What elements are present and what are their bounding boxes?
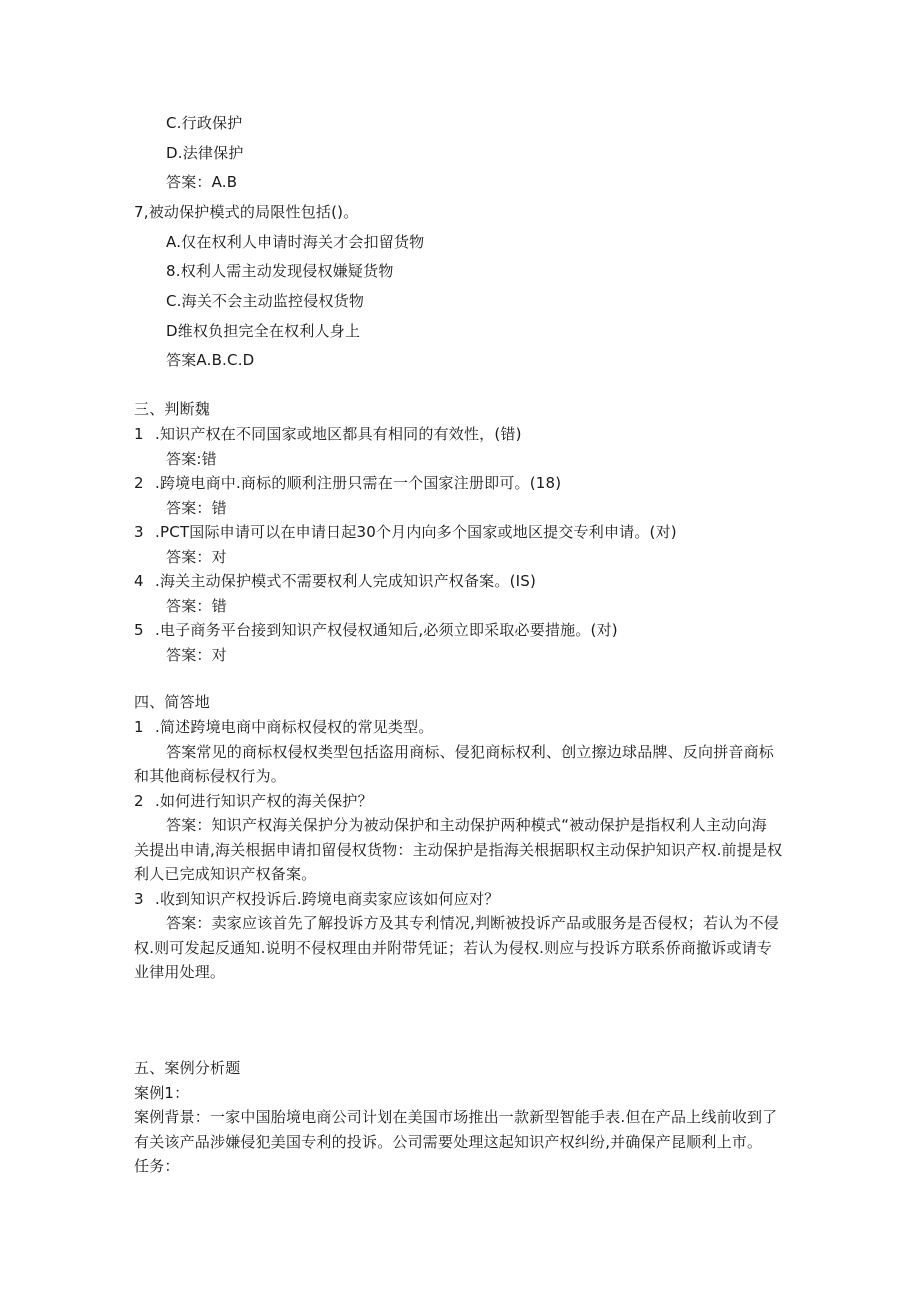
section4-heading: 四、简答地	[134, 693, 211, 711]
q7-option-b: 8.权利人需主动发现侵权嫌疑货物	[166, 262, 394, 280]
q6-option-d: D.法律保护	[166, 144, 244, 162]
short-1-question: .简述跨境电商中商标权侵权的常见类型。	[155, 718, 434, 736]
short-2-answer-line-3: 利人已完成知识产权备案。	[134, 865, 317, 883]
q7-option-c: C.海关不会主动监控侵权货物	[166, 292, 365, 310]
judge-1-answer: 答案:错	[166, 450, 217, 468]
judge-4-number: 4	[134, 572, 144, 590]
short-3-number: 3	[134, 890, 144, 908]
judge-5-text: .电子商务平台接到知识产权侵权通知后,必须立即采取必要措施。(对)	[155, 621, 618, 639]
short-2-number: 2	[134, 792, 144, 810]
judge-5-number: 5	[134, 621, 144, 639]
q7-option-a: A.仅在权利人申请时海关才会扣留货物	[166, 233, 425, 251]
q7-option-d: D维权负担完全在权利人身上	[166, 322, 361, 340]
q7-answer: 答案A.B.C.D	[166, 351, 255, 369]
case-background-line-2: 有关该产品涉嫌侵犯美国专利的投诉。公司需要处理这起知识产权纠纷,并确保产昆顺利上市。	[134, 1133, 763, 1151]
q7-question: 7,被动保护模式的局限性包括()。	[134, 203, 359, 221]
short-1-number: 1	[134, 718, 144, 736]
short-2-answer-line-1: 答案：知识产权海关保护分为被动保护和主动保护两种模式“被动保护是指权利人主动向海	[166, 816, 767, 834]
short-2-question: .如何进行知识产权的海关保护？	[155, 792, 373, 810]
q6-option-c: C.行政保护	[166, 114, 243, 132]
short-1-answer-line-2: 和其他商标侵权行为。	[134, 767, 287, 785]
judge-2-text: .跨境电商中.商标的顺利注册只需在一个国家注册即可。(18)	[155, 474, 562, 492]
judge-4-text: .海关主动保护模式不需要权利人完成知识产权备案。(IS)	[155, 572, 537, 590]
judge-5-answer: 答案：对	[166, 646, 227, 664]
short-3-answer-line-1: 答案：卖家应该首先了解投诉方及其专利情况,判断被投诉产品或服务是否侵权；若认为不侵	[166, 914, 779, 932]
judge-1-number: 1	[134, 425, 144, 443]
short-2-answer-line-2: 关提出申请,海关根据申请扣留侵权货物：主动保护是指海关根据职权主动保护知识产权.前提是权	[134, 841, 783, 859]
short-3-answer-line-3: 业律用处理。	[134, 963, 226, 981]
case-background-line-1: 案例背景：一家中国胎境电商公司计划在美国市场推出一款新型智能手表.但在产品上线前收到了	[134, 1108, 778, 1126]
task-label: 任务：	[134, 1157, 180, 1175]
judge-4-answer: 答案：错	[166, 597, 227, 615]
judge-3-number: 3	[134, 523, 144, 541]
section5-heading: 五、案例分析题	[134, 1059, 241, 1077]
case-label: 案例1：	[134, 1084, 190, 1102]
short-3-question: .收到知识产权投诉后.跨境电商卖家应该如何应对？	[155, 890, 500, 908]
judge-3-text: .PCT国际申请可以在申请日起30个月内向多个国家或地区提交专利申请。(对)	[155, 523, 677, 541]
judge-3-answer: 答案：对	[166, 548, 227, 566]
judge-2-number: 2	[134, 474, 144, 492]
short-1-answer-line-1: 答案常见的商标权侵权类型包括盗用商标、侵犯商标权利、创立擦边球品牌、反向拼音商标	[166, 743, 775, 761]
q6-answer: 答案：A.B	[166, 173, 238, 191]
judge-2-answer: 答案：错	[166, 499, 227, 517]
judge-1-text: .知识产权在不同国家或地区都具有相同的有效性，(错)	[155, 425, 522, 443]
short-3-answer-line-2: 权.则可发起反通知.说明不侵权理由并附带凭证；若认为侵权.则应与投诉方联系侨商撤诉或请专	[134, 939, 773, 957]
section3-heading: 三、判断魏	[134, 400, 211, 418]
